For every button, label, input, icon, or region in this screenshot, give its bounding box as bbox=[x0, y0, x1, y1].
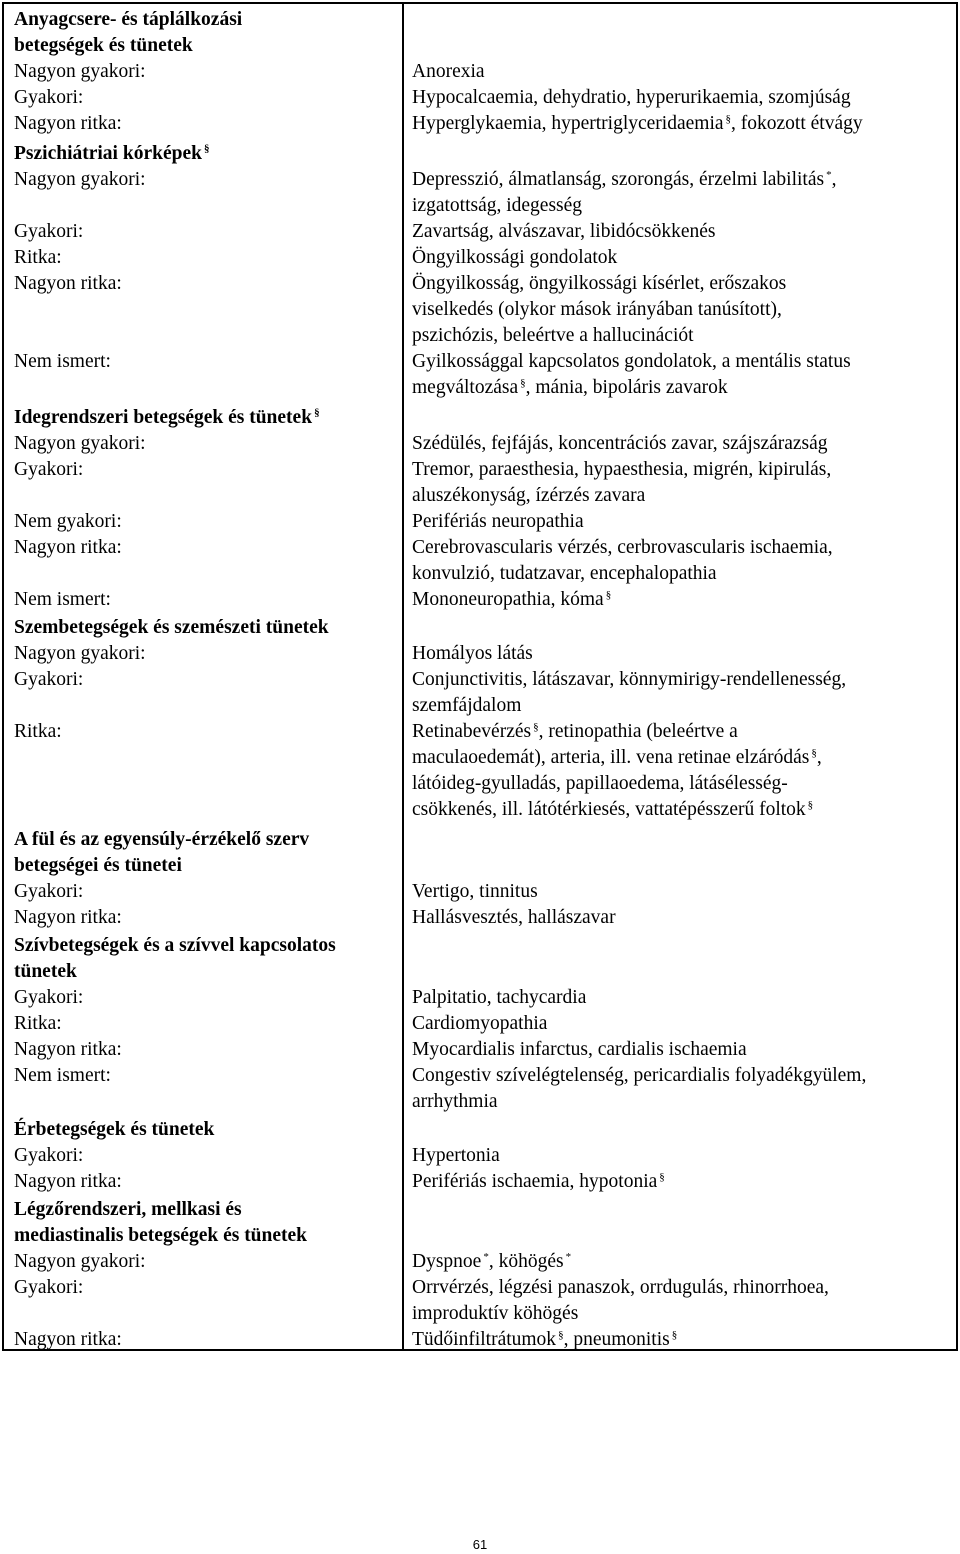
frequency-label bbox=[14, 587, 111, 613]
line-text: Gyakori: bbox=[14, 1277, 84, 1298]
line-text: Congestiv szívelégtelenség, pericardialis folyadékgyülem, bbox=[412, 1065, 867, 1086]
frequency-label bbox=[14, 905, 122, 931]
line-text: Depresszió, álmatlanság, szorongás, érzelmi labilitás bbox=[412, 169, 825, 190]
line-text: Hypertonia bbox=[412, 1145, 500, 1166]
line-text: Cerebrovascularis vérzés, cerbrovascularis ischaemia, bbox=[412, 537, 833, 558]
effect-text bbox=[412, 985, 586, 1011]
effect-text bbox=[412, 167, 836, 193]
section-heading bbox=[14, 853, 182, 879]
effect-text bbox=[412, 535, 833, 561]
effect-text bbox=[412, 879, 538, 905]
line-text: Perifériás neuropathia bbox=[412, 511, 584, 532]
line-text: A fül és az egyensúly-érzékelő szerv bbox=[14, 829, 310, 850]
frequency-label bbox=[14, 59, 146, 85]
line-text: Nagyon gyakori: bbox=[14, 643, 146, 664]
line-text: Szédülés, fejfájás, koncentrációs zavar, szájszárazság bbox=[412, 433, 828, 454]
line-text: tünetek bbox=[14, 961, 77, 982]
effect-text bbox=[412, 323, 694, 349]
footnote-mark: § bbox=[671, 1328, 678, 1341]
frequency-label bbox=[14, 719, 62, 745]
effect-text bbox=[412, 1089, 498, 1115]
section-heading bbox=[14, 933, 336, 959]
line-text: viselkedés (olykor mások irányában tanúsított), bbox=[412, 299, 782, 320]
section-heading bbox=[14, 615, 329, 641]
line-text: Nagyon ritka: bbox=[14, 1329, 122, 1350]
effect-text bbox=[412, 1301, 578, 1327]
frequency-label bbox=[14, 245, 62, 271]
line-text: Gyakori: bbox=[14, 987, 84, 1008]
line-text: mediastinalis betegségek és tünetek bbox=[14, 1225, 308, 1246]
line-text: Szívbetegségek és a szívvel kapcsolatos bbox=[14, 935, 336, 956]
section-heading bbox=[14, 959, 77, 985]
line-text: Tüdőinfiltrátumok bbox=[412, 1329, 557, 1350]
effect-text bbox=[412, 375, 728, 401]
effect-text bbox=[412, 905, 616, 931]
frequency-label bbox=[14, 985, 83, 1011]
effect-text bbox=[412, 667, 846, 693]
footnote-mark: § bbox=[725, 112, 732, 125]
line-text: Hyperglykaemia, hypertriglyceridaemia bbox=[412, 113, 724, 134]
line-text: Pszichiátriai kórképek bbox=[14, 143, 202, 164]
line-text: Nagyon ritka: bbox=[14, 537, 122, 558]
effect-text bbox=[412, 1037, 747, 1063]
line-text-continued: , bbox=[831, 169, 837, 190]
line-text: Gyakori: bbox=[14, 881, 84, 902]
footnote-mark: § bbox=[807, 798, 814, 811]
section-heading bbox=[14, 7, 242, 33]
line-text: konvulzió, tudatzavar, encephalopathia bbox=[412, 563, 717, 584]
line-text: Szembetegségek és szemészeti tünetek bbox=[14, 617, 329, 638]
line-text: Ritka: bbox=[14, 721, 62, 742]
effect-text bbox=[412, 1169, 665, 1195]
line-text: Nem ismert: bbox=[14, 589, 111, 610]
line-text: Nagyon gyakori: bbox=[14, 169, 146, 190]
line-text-continued: , fokozott étvágy bbox=[731, 113, 863, 134]
effect-text bbox=[412, 483, 645, 509]
footnote-mark: § bbox=[533, 720, 539, 733]
line-text-continued: , köhögés bbox=[488, 1251, 564, 1272]
line-text: maculaoedemát), arteria, ill. vena retinae elzáródás bbox=[412, 747, 810, 768]
section-heading bbox=[14, 33, 193, 59]
effect-text bbox=[412, 297, 782, 323]
line-text: Gyakori: bbox=[14, 669, 84, 690]
frequency-label bbox=[14, 1327, 122, 1353]
effect-text bbox=[412, 641, 533, 667]
line-text: Orrvérzés, légzési panaszok, orrdugulás, rhinorrhoea, bbox=[412, 1277, 829, 1298]
frequency-label bbox=[14, 1037, 122, 1063]
line-text: Gyakori: bbox=[14, 1145, 84, 1166]
line-text-continued: , retinopathia (beleértve a bbox=[538, 721, 738, 742]
line-text: Nem ismert: bbox=[14, 1065, 111, 1086]
line-text: izgatottság, idegesség bbox=[412, 195, 583, 216]
line-text: Conjunctivitis, látászavar, könnymirigy-rendellenesség, bbox=[412, 669, 847, 690]
footnote-mark: * bbox=[826, 168, 832, 181]
line-text: Cardiomyopathia bbox=[412, 1013, 548, 1034]
line-text: Idegrendszeri betegségek és tünetek bbox=[14, 407, 313, 428]
line-text: improduktív köhögés bbox=[412, 1303, 579, 1324]
frequency-label bbox=[14, 1143, 83, 1169]
line-text: Mononeuropathia, kóma bbox=[412, 589, 604, 610]
line-text: Retinabevérzés bbox=[412, 721, 532, 742]
line-text: csökkenés, ill. látótérkiesés, vattatépésszerű foltok bbox=[412, 799, 806, 820]
effect-text bbox=[412, 457, 831, 483]
page-number: 61 bbox=[472, 1537, 488, 1552]
effect-text bbox=[412, 561, 717, 587]
line-text: látóideg-gyulladás, papillaoedema, látásélesség- bbox=[412, 773, 788, 794]
effect-text bbox=[412, 1327, 677, 1353]
frequency-label bbox=[14, 879, 83, 905]
effect-text bbox=[412, 509, 584, 535]
effect-text bbox=[412, 85, 851, 111]
frequency-label bbox=[14, 167, 146, 193]
frequency-label bbox=[14, 85, 83, 111]
line-text: arrhythmia bbox=[412, 1091, 498, 1112]
frequency-label bbox=[14, 1063, 111, 1089]
effect-text bbox=[412, 771, 788, 797]
effect-text bbox=[412, 1249, 571, 1275]
line-text: Palpitatio, tachycardia bbox=[412, 987, 587, 1008]
line-text: Nem ismert: bbox=[14, 351, 111, 372]
line-text: Nagyon ritka: bbox=[14, 273, 122, 294]
line-text: Nagyon ritka: bbox=[14, 907, 122, 928]
line-text: Gyakori: bbox=[14, 459, 84, 480]
line-text: Nagyon ritka: bbox=[14, 1039, 122, 1060]
column-divider bbox=[402, 4, 404, 1349]
footnote-mark: * bbox=[565, 1250, 572, 1263]
effect-text bbox=[412, 59, 485, 85]
effect-text bbox=[412, 693, 521, 719]
line-text-continued: , pneumonitis bbox=[563, 1329, 670, 1350]
footnote-mark: § bbox=[659, 1170, 665, 1183]
line-text: Nagyon ritka: bbox=[14, 1171, 122, 1192]
line-text: Öngyilkosság, öngyilkossági kísérlet, erőszakos bbox=[412, 273, 787, 294]
frequency-label bbox=[14, 457, 83, 483]
line-text: Nem gyakori: bbox=[14, 511, 122, 532]
line-text: Ritka: bbox=[14, 247, 62, 268]
line-text: betegségei és tünetei bbox=[14, 855, 182, 876]
footnote-mark: § bbox=[558, 1328, 564, 1341]
frequency-label bbox=[14, 641, 146, 667]
line-text-continued: , bbox=[816, 747, 822, 768]
frequency-label bbox=[14, 1275, 83, 1301]
line-text: szemfájdalom bbox=[412, 695, 522, 716]
section-heading bbox=[14, 827, 309, 853]
line-text: Perifériás ischaemia, hypotonia bbox=[412, 1171, 658, 1192]
line-text: betegségek és tünetek bbox=[14, 35, 193, 56]
line-text: aluszékonyság, ízérzés zavara bbox=[412, 485, 646, 506]
footnote-mark: § bbox=[811, 746, 817, 759]
line-text: Gyilkossággal kapcsolatos gondolatok, a mentális status bbox=[412, 351, 851, 372]
frequency-label bbox=[14, 271, 122, 297]
section-heading bbox=[14, 405, 320, 431]
effect-text bbox=[412, 745, 822, 771]
section-heading bbox=[14, 1117, 214, 1143]
line-text: Érbetegségek és tünetek bbox=[14, 1119, 215, 1140]
effect-text bbox=[412, 1011, 547, 1037]
frequency-label bbox=[14, 349, 111, 375]
line-text: megváltozása bbox=[412, 377, 519, 398]
frequency-label bbox=[14, 431, 146, 457]
footnote-mark: § bbox=[605, 588, 612, 601]
frequency-label bbox=[14, 111, 122, 137]
line-text: Dyspnoe bbox=[412, 1251, 482, 1272]
frequency-label bbox=[14, 1249, 146, 1275]
footnote-mark: § bbox=[314, 406, 320, 419]
effect-text bbox=[412, 1143, 500, 1169]
effect-text bbox=[412, 1063, 866, 1089]
line-text: Öngyilkossági gondolatok bbox=[412, 247, 618, 268]
frequency-label bbox=[14, 535, 122, 561]
line-text: Zavartság, alvászavar, libidócsökkenés bbox=[412, 221, 716, 242]
line-text: Ritka: bbox=[14, 1013, 62, 1034]
line-text: Homályos látás bbox=[412, 643, 533, 664]
footnote-mark: * bbox=[483, 1250, 489, 1263]
line-text: Légzőrendszeri, mellkasi és bbox=[14, 1199, 242, 1220]
section-heading bbox=[14, 1223, 307, 1249]
line-text: pszichózis, beleértve a hallucinációt bbox=[412, 325, 694, 346]
line-text: Nagyon gyakori: bbox=[14, 433, 146, 454]
line-text: Nagyon gyakori: bbox=[14, 61, 146, 82]
footnote-mark: § bbox=[520, 376, 526, 389]
line-text: Anyagcsere- és táplálkozási bbox=[14, 9, 243, 30]
line-text: Vertigo, tinnitus bbox=[412, 881, 538, 902]
line-text: Gyakori: bbox=[14, 221, 84, 242]
frequency-label bbox=[14, 1011, 62, 1037]
line-text-continued: , mánia, bipoláris zavarok bbox=[525, 377, 728, 398]
line-text: Nagyon ritka: bbox=[14, 113, 122, 134]
effect-text bbox=[412, 245, 617, 271]
effect-text bbox=[412, 719, 738, 745]
line-text: Anorexia bbox=[412, 61, 485, 82]
line-text: Tremor, paraesthesia, hypaesthesia, migrén, kipirulás, bbox=[412, 459, 832, 480]
line-text: Nagyon gyakori: bbox=[14, 1251, 146, 1272]
footnote-mark: § bbox=[203, 142, 210, 155]
line-text: Hallásvesztés, hallászavar bbox=[412, 907, 616, 928]
line-text: Hypocalcaemia, dehydratio, hyperurikaemia, szomjúság bbox=[412, 87, 851, 108]
effect-text bbox=[412, 1275, 829, 1301]
section-heading bbox=[14, 1197, 242, 1223]
effect-text bbox=[412, 797, 813, 823]
effect-text bbox=[412, 219, 716, 245]
line-text: Myocardialis infarctus, cardialis ischaemia bbox=[412, 1039, 747, 1060]
line-text: Gyakori: bbox=[14, 87, 84, 108]
effect-text bbox=[412, 111, 863, 137]
frequency-label bbox=[14, 667, 83, 693]
effect-text bbox=[412, 193, 582, 219]
adverse-effects-table bbox=[2, 2, 958, 1351]
effect-text bbox=[412, 431, 828, 457]
effect-text bbox=[412, 587, 611, 613]
frequency-label bbox=[14, 509, 122, 535]
section-heading bbox=[14, 141, 209, 167]
frequency-label bbox=[14, 219, 83, 245]
effect-text bbox=[412, 271, 786, 297]
frequency-label bbox=[14, 1169, 122, 1195]
effect-text bbox=[412, 349, 851, 375]
